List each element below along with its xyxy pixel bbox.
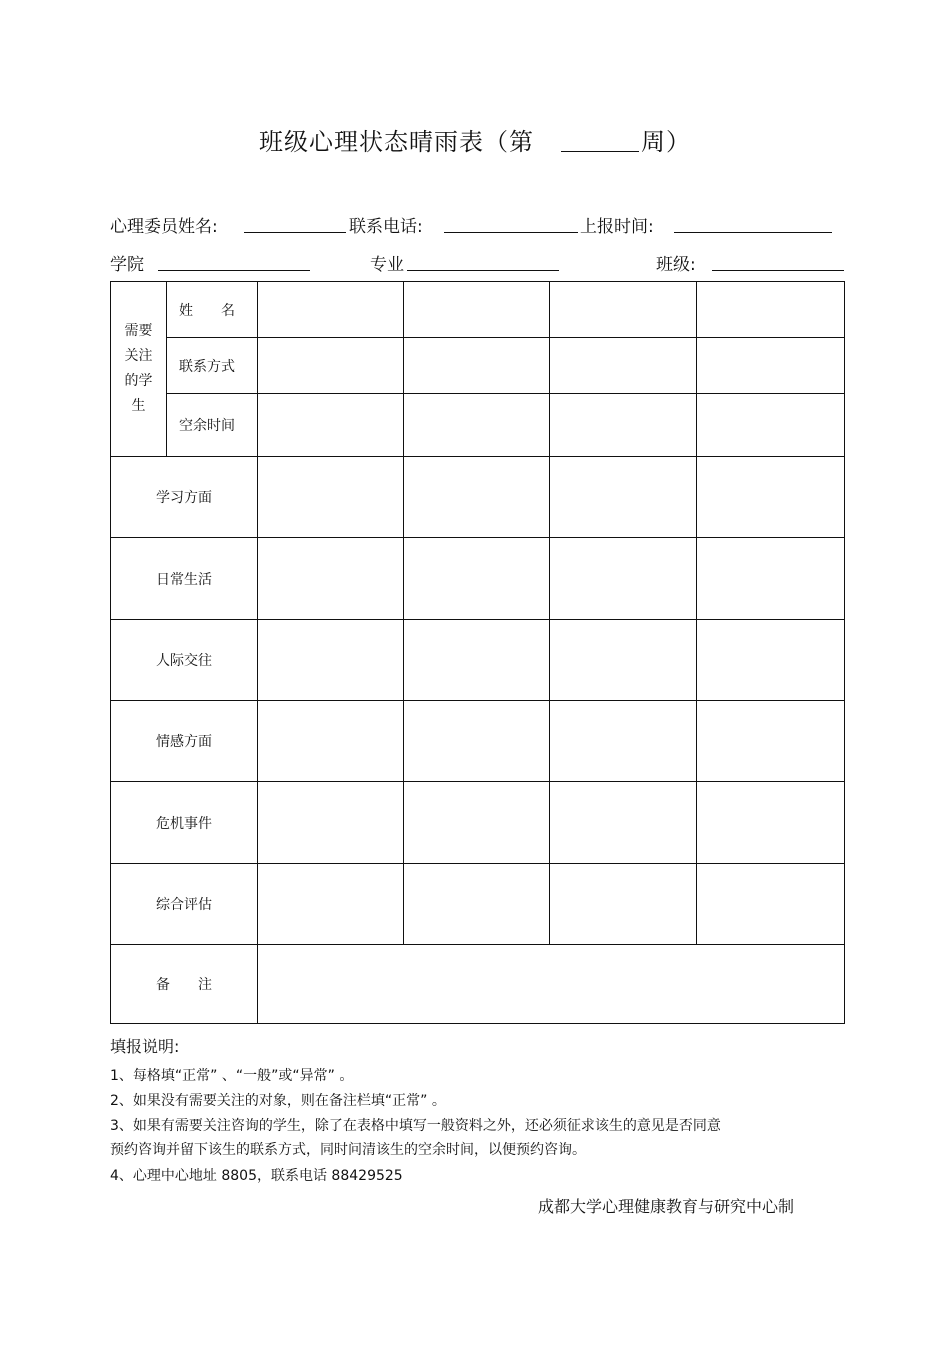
report-time-label: 上报时间: xyxy=(580,217,654,237)
table-row-remarks xyxy=(111,945,845,1024)
note-item: 4、心理中心地址 8805，联系电话 88429525 xyxy=(110,1168,403,1184)
note-item: 1、每格填“正常” 、“一般”或“异常” 。 xyxy=(110,1068,354,1084)
table-row-social xyxy=(111,620,845,701)
table-cell[interactable] xyxy=(550,338,697,394)
row-label-name: 姓 名 xyxy=(167,282,258,338)
committee-name-label: 心理委员姓名: xyxy=(110,217,218,237)
table-row-daily-life xyxy=(111,538,845,620)
table-cell[interactable] xyxy=(404,394,550,457)
table-cell[interactable] xyxy=(404,457,550,538)
attention-group-line: 关注 xyxy=(124,348,153,364)
table-row-study xyxy=(111,457,845,538)
row-label-emotion: 情感方面 xyxy=(111,701,258,782)
row-label-remarks: 备 注 xyxy=(111,945,258,1024)
status-table xyxy=(110,281,845,1024)
footer-issuer: 成都大学心理健康教育与研究中心制 xyxy=(538,1197,795,1216)
table-cell[interactable] xyxy=(404,338,550,394)
table-row-free-time xyxy=(111,394,845,457)
week-number-blank[interactable] xyxy=(561,129,639,152)
row-label-contact: 联系方式 xyxy=(167,338,258,394)
table-cell[interactable] xyxy=(697,620,845,701)
table-cell[interactable] xyxy=(258,782,404,864)
table-cell[interactable] xyxy=(258,620,404,701)
row-label-crisis: 危机事件 xyxy=(111,782,258,864)
title-suffix: 周） xyxy=(641,128,691,156)
phone-field[interactable] xyxy=(444,232,578,233)
table-cell[interactable] xyxy=(404,282,550,338)
table-cell[interactable] xyxy=(258,394,404,457)
notes-heading: 填报说明: xyxy=(110,1037,180,1056)
remarks-cell[interactable] xyxy=(258,945,845,1024)
table-cell[interactable] xyxy=(258,457,404,538)
table-cell[interactable] xyxy=(258,538,404,620)
table-row-name xyxy=(111,282,845,338)
table-cell[interactable] xyxy=(697,282,845,338)
table-cell[interactable] xyxy=(697,457,845,538)
note-item: 预约咨询并留下该生的联系方式，同时问清该生的空余时间，以便预约咨询。 xyxy=(110,1142,586,1158)
table-cell[interactable] xyxy=(697,701,845,782)
table-cell[interactable] xyxy=(550,282,697,338)
table-cell[interactable] xyxy=(550,538,697,620)
note-item: 3、如果有需要关注咨询的学生，除了在表格中填写一般资料之外，还必须征求该生的意见是否同意 xyxy=(110,1118,721,1134)
class-field[interactable] xyxy=(712,270,844,271)
college-field[interactable] xyxy=(158,270,310,271)
table-row-emotion xyxy=(111,701,845,782)
note-item: 2、如果没有需要关注的对象，则在备注栏填“正常” 。 xyxy=(110,1093,446,1109)
table-row-crisis xyxy=(111,782,845,864)
college-label: 学院 xyxy=(110,255,144,275)
phone-label: 联系电话: xyxy=(349,217,423,237)
attention-group-line: 需要 xyxy=(124,323,153,339)
table-cell[interactable] xyxy=(550,394,697,457)
table-cell[interactable] xyxy=(258,338,404,394)
table-cell[interactable] xyxy=(550,457,697,538)
table-cell[interactable] xyxy=(404,701,550,782)
table-cell[interactable] xyxy=(404,538,550,620)
committee-name-field[interactable] xyxy=(244,232,346,233)
class-label: 班级: xyxy=(656,255,696,275)
table-cell[interactable] xyxy=(404,864,550,945)
page-title xyxy=(0,122,950,157)
attention-group-line: 的学 xyxy=(124,373,153,389)
table-cell[interactable] xyxy=(550,864,697,945)
major-label: 专业 xyxy=(370,255,404,275)
table-cell[interactable] xyxy=(697,394,845,457)
row-label-overall: 综合评估 xyxy=(111,864,258,945)
major-field[interactable] xyxy=(407,270,559,271)
table-cell[interactable] xyxy=(550,620,697,701)
row-label-study: 学习方面 xyxy=(111,457,258,538)
table-cell[interactable] xyxy=(258,701,404,782)
table-row-contact xyxy=(111,338,845,394)
report-time-field[interactable] xyxy=(674,232,832,233)
table-cell[interactable] xyxy=(697,782,845,864)
table-row-overall xyxy=(111,864,845,945)
table-cell[interactable] xyxy=(404,620,550,701)
table-cell[interactable] xyxy=(550,782,697,864)
table-cell[interactable] xyxy=(258,282,404,338)
table-cell[interactable] xyxy=(697,338,845,394)
table-cell[interactable] xyxy=(697,538,845,620)
title-prefix: 班级心理状态晴雨表（第 xyxy=(259,128,534,156)
table-cell[interactable] xyxy=(404,782,550,864)
table-cell[interactable] xyxy=(258,864,404,945)
row-label-daily-life: 日常生活 xyxy=(111,538,258,620)
row-label-free-time: 空余时间 xyxy=(167,394,258,457)
attention-group-cell xyxy=(111,282,167,457)
table-cell[interactable] xyxy=(550,701,697,782)
table-cell[interactable] xyxy=(697,864,845,945)
row-label-social: 人际交往 xyxy=(111,620,258,701)
attention-group-line: 生 xyxy=(131,398,146,414)
